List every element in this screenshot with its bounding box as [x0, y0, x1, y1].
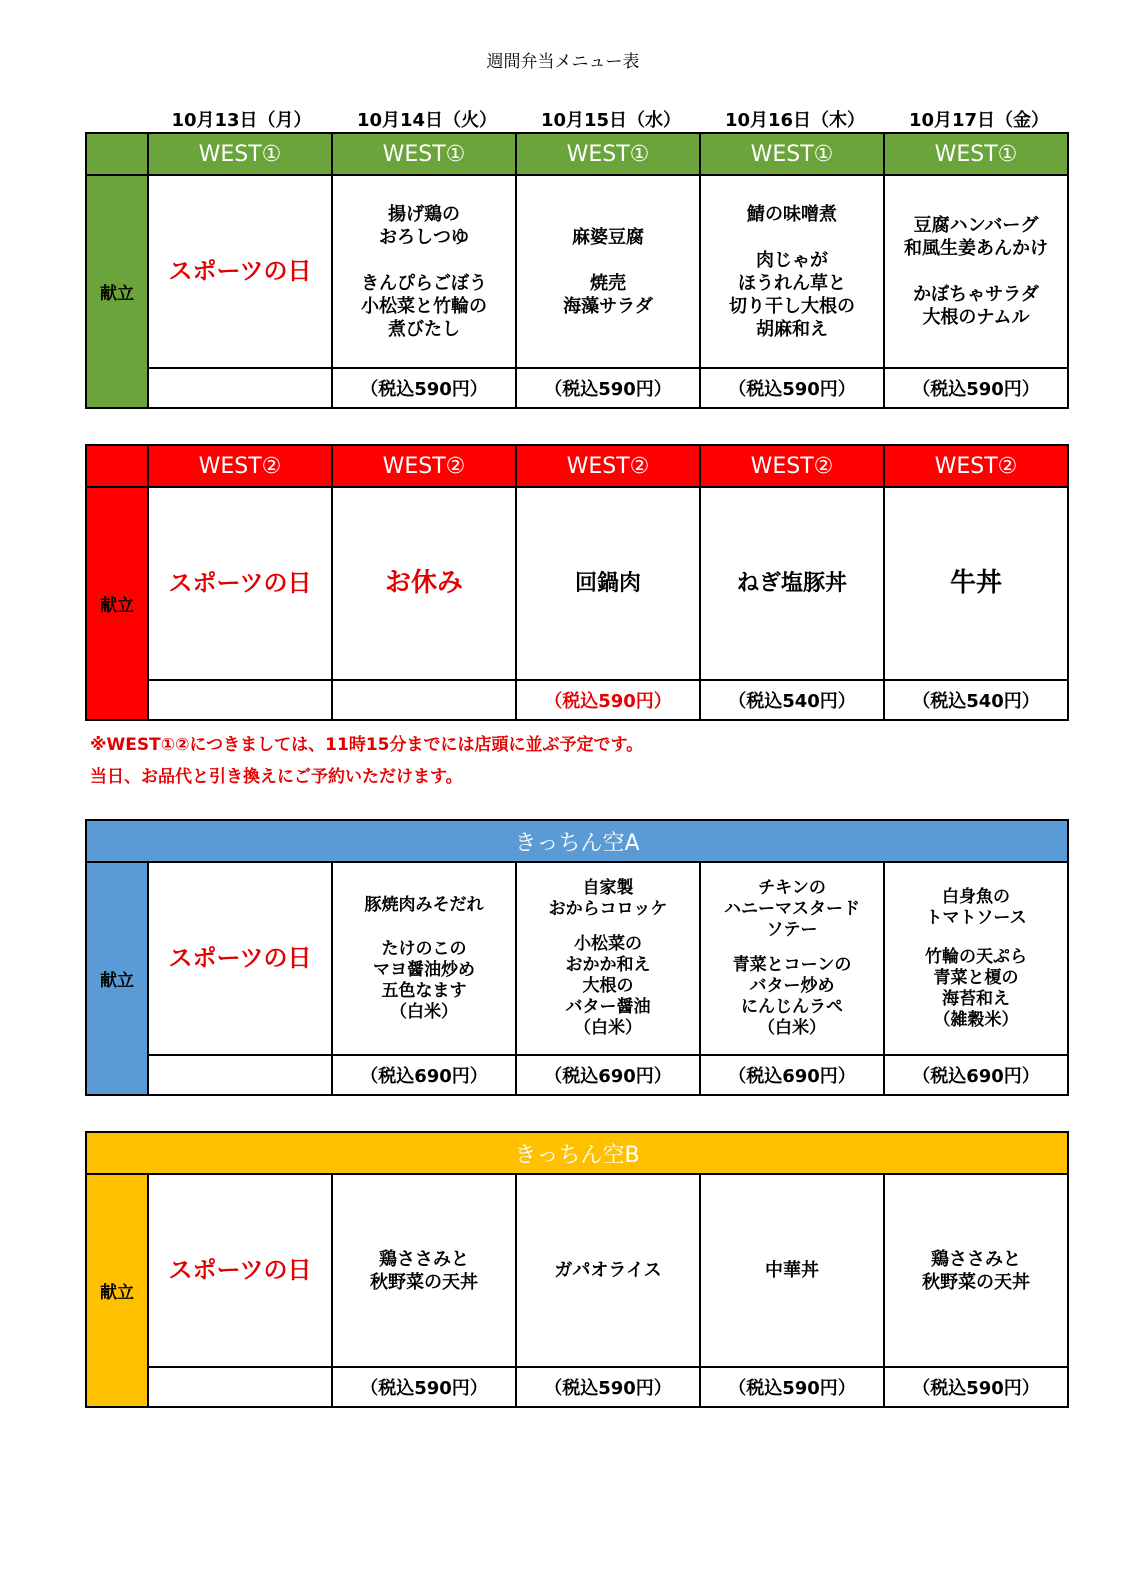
menu-line: ソテー [766, 920, 818, 940]
west2-menu-table [85, 444, 1069, 721]
kitchen-b-menu-mon: スポーツの日 [148, 1174, 332, 1367]
day-label-wed: 10月15日（水） [540, 110, 682, 131]
kitchen-a-menu-tue [332, 862, 516, 1055]
west1-header-tue: WEST① [332, 133, 516, 175]
menu-line: にんじんラペ [741, 997, 843, 1017]
menu-line: たけのこの [381, 938, 467, 959]
menu-line: 煮びたし [388, 318, 460, 340]
menu-line: 和風生姜あんかけ [904, 238, 1048, 259]
west1-price-tue: （税込590円） [332, 368, 516, 408]
menu-line: おからコロッケ [548, 899, 668, 919]
west2-menu-fri: 牛丼 [884, 487, 1068, 680]
menu-line: 竹輪の天ぷら [925, 946, 1028, 967]
kitchen-b-side-label: 献立 [86, 1174, 148, 1407]
menu-line: 海藻サラダ [563, 295, 653, 317]
west1-side-label: 献立 [86, 175, 148, 408]
west1-price-wed: （税込590円） [516, 368, 700, 408]
west1-menu-tue [332, 175, 516, 368]
west2-price-mon [148, 680, 332, 720]
west1-price-mon [148, 368, 332, 408]
day-label-tue: 10月14日（火） [356, 110, 498, 131]
kitchen-a-price-wed: （税込690円） [516, 1055, 700, 1095]
menu-line: 大根のナムル [922, 307, 1030, 328]
menu-line: 大根の [582, 976, 634, 996]
menu-line: 青菜とコーンの [732, 955, 852, 975]
west1-menu-table [85, 132, 1069, 409]
menu-line: 胡麻和え [756, 318, 828, 340]
menu-line: 豚焼肉みそだれ [364, 894, 484, 915]
menu-line: 秋野菜の天丼 [922, 1271, 1031, 1293]
kitchen-a-side-label: 献立 [86, 862, 148, 1095]
west2-menu-tue: お休み [332, 487, 516, 680]
west2-price-thu: （税込540円） [700, 680, 884, 720]
west2-price-wed: （税込590円） [516, 680, 700, 720]
document-title: 週間弁当メニュー表 [486, 52, 640, 72]
kitchen-a-menu-fri [884, 862, 1068, 1055]
west2-corner-cell [86, 445, 148, 487]
west2-header-wed: WEST② [516, 445, 700, 487]
menu-line: きんぴらごぼう [361, 272, 487, 294]
kitchen-b-price-mon [148, 1367, 332, 1407]
kitchen-a-menu-wed [516, 862, 700, 1055]
day-label-mon: 10月13日（月） [171, 110, 312, 131]
note-line-2: 当日、お品代と引き換えにご予約いただけます。 [90, 767, 463, 787]
menu-line: 小松菜の [574, 934, 642, 954]
menu-line: おかか和え [565, 955, 651, 975]
west1-menu-fri [884, 175, 1068, 368]
kitchen-a-menu-thu [700, 862, 884, 1055]
menu-line: 自家製 [582, 878, 634, 898]
menu-line: 鯖の味噌煮 [747, 203, 837, 225]
kitchen-a-menu-mon: スポーツの日 [148, 862, 332, 1055]
menu-line: （白米） [574, 1018, 642, 1038]
west2-price-tue [332, 680, 516, 720]
west1-corner-cell [86, 133, 148, 175]
kitchen-b-menu-thu: 中華丼 [700, 1174, 884, 1367]
west1-menu-wed [516, 175, 700, 368]
kitchen-b-price-thu: （税込590円） [700, 1367, 884, 1407]
menu-line: 切り干し大根の [729, 295, 855, 317]
west2-header-thu: WEST② [700, 445, 884, 487]
menu-line: （白米） [390, 1001, 458, 1022]
kitchen-b-menu-tue [332, 1174, 516, 1367]
menu-line: 豆腐ハンバーグ [913, 215, 1039, 236]
kitchen-b-price-wed: （税込590円） [516, 1367, 700, 1407]
menu-line: 鶏ささみと [379, 1248, 469, 1270]
west1-menu-mon: スポーツの日 [148, 175, 332, 368]
west2-price-fri: （税込540円） [884, 680, 1068, 720]
kitchen-a-header: きっちん空A [86, 820, 1068, 862]
menu-line: 麻婆豆腐 [572, 226, 644, 248]
kitchen-b-header: きっちん空B [86, 1132, 1068, 1174]
menu-line: かぼちゃサラダ [913, 284, 1039, 305]
menu-line: ほうれん草と [738, 272, 846, 294]
menu-line: 白身魚の [942, 886, 1011, 907]
menu-line: 青菜と榎の [933, 967, 1019, 988]
west2-header-tue: WEST② [332, 445, 516, 487]
menu-line: 五色なます [381, 980, 467, 1001]
west2-menu-mon: スポーツの日 [148, 487, 332, 680]
menu-line: 海苔和え [942, 988, 1011, 1009]
menu-line: （雑穀米） [933, 1009, 1019, 1030]
west2-header-mon: WEST② [148, 445, 332, 487]
west1-header-mon: WEST① [148, 133, 332, 175]
kitchen-b-menu-fri [884, 1174, 1068, 1367]
menu-line: トマトソース [925, 907, 1027, 928]
west1-header-wed: WEST① [516, 133, 700, 175]
menu-line: マヨ醤油炒め [373, 959, 475, 980]
west1-price-fri: （税込590円） [884, 368, 1068, 408]
west2-header-fri: WEST② [884, 445, 1068, 487]
kitchen-b-price-tue: （税込590円） [332, 1367, 516, 1407]
kitchen-a-price-thu: （税込690円） [700, 1055, 884, 1095]
day-header-row [148, 106, 1072, 130]
kitchen-a-price-mon [148, 1055, 332, 1095]
menu-line: 焼売 [590, 272, 626, 294]
kitchen-b-price-fri: （税込590円） [884, 1367, 1068, 1407]
menu-line: 肉じゃが [756, 249, 828, 271]
note-line-1: ※WEST①②につきましては、11時15分までには店頭に並ぶ予定です。 [90, 735, 644, 755]
menu-line: おろしつゆ [379, 226, 469, 248]
menu-line: バター炒め [749, 976, 835, 996]
west2-side-label: 献立 [86, 487, 148, 720]
west1-header-thu: WEST① [700, 133, 884, 175]
day-label-thu: 10月16日（木） [724, 110, 866, 131]
west2-menu-wed: 回鍋肉 [516, 487, 700, 680]
west2-menu-thu: ねぎ塩豚丼 [700, 487, 884, 680]
kitchen-b-menu-table [85, 1131, 1069, 1408]
day-label-fri: 10月17日（金） [908, 110, 1050, 131]
menu-line: ハニーマスタード [724, 899, 860, 919]
menu-line: チキンの [758, 878, 826, 898]
menu-line: バター醤油 [565, 997, 651, 1017]
kitchen-b-menu-wed: ガパオライス [516, 1174, 700, 1367]
menu-line: （白米） [758, 1018, 826, 1038]
west1-menu-thu [700, 175, 884, 368]
menu-line: 揚げ鶏の [388, 203, 460, 225]
menu-line: 鶏ささみと [931, 1248, 1022, 1270]
kitchen-a-price-fri: （税込690円） [884, 1055, 1068, 1095]
kitchen-a-menu-table [85, 819, 1069, 1096]
west1-price-thu: （税込590円） [700, 368, 884, 408]
kitchen-a-price-tue: （税込690円） [332, 1055, 516, 1095]
west1-header-fri: WEST① [884, 133, 1068, 175]
menu-line: 小松菜と竹輪の [361, 295, 487, 317]
menu-line: 秋野菜の天丼 [370, 1271, 478, 1293]
